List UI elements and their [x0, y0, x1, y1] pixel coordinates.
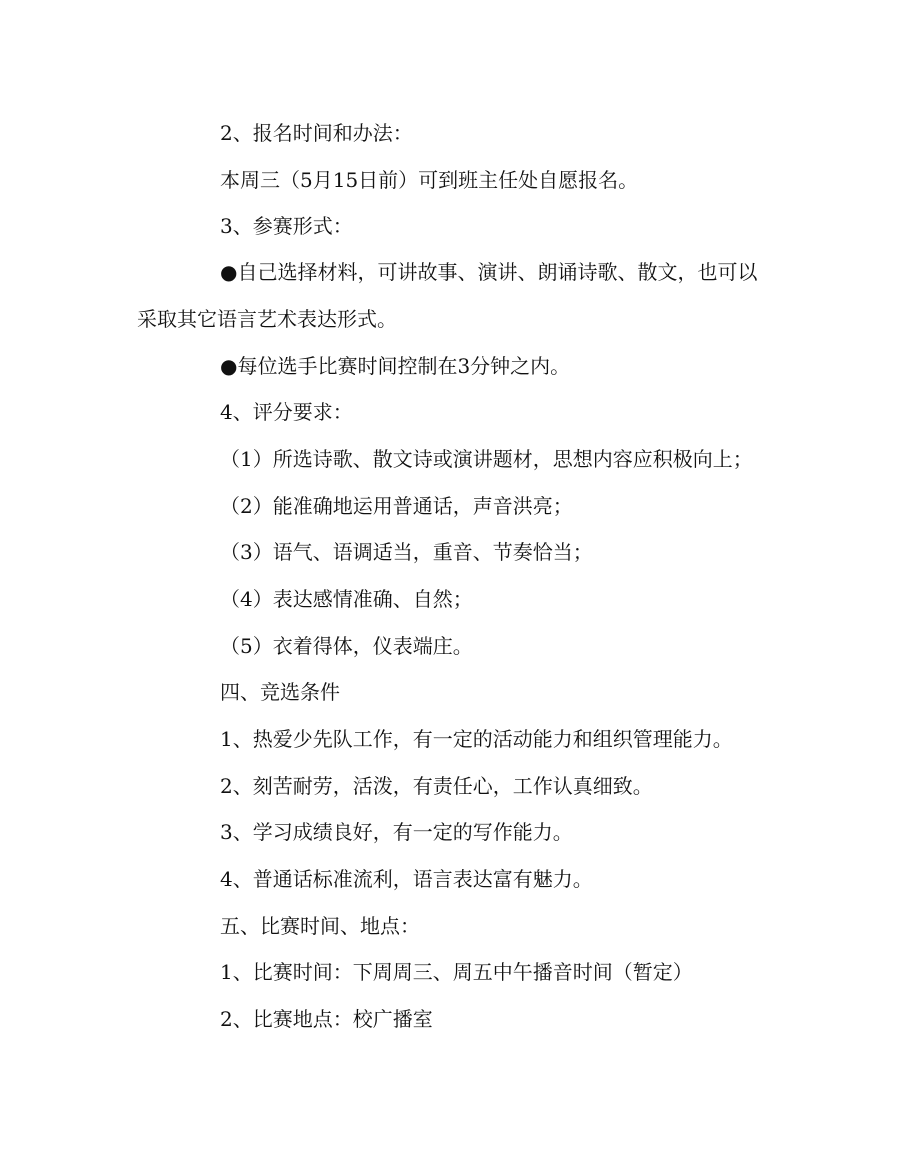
scoring-heading: 4、评分要求：: [220, 400, 353, 424]
scoring-item-1: （1）所选诗歌、散文诗或演讲题材，思想内容应积极向上；: [220, 447, 753, 471]
conditions-heading: 四、竞选条件: [220, 680, 340, 704]
scoring-item-3: （3）语气、语调适当，重音、节奏恰当；: [220, 540, 593, 564]
registration-text: 本周三（5月15日前）可到班主任处自愿报名。: [220, 168, 639, 192]
format-bullet-1-continued: 采取其它语言艺术表达形式。: [137, 307, 397, 331]
format-bullet-1: ●自己选择材料，可讲故事、演讲、朗诵诗歌、散文，也可以: [220, 260, 758, 284]
scoring-item-4: （4）表达感情准确、自然；: [220, 587, 473, 611]
scoring-item-2: （2）能准确地运用普通话，声音洪亮；: [220, 494, 573, 518]
format-heading: 3、参赛形式：: [220, 214, 353, 238]
competition-place: 2、比赛地点：校广播室: [220, 1007, 433, 1031]
condition-3: 3、学习成绩良好，有一定的写作能力。: [220, 820, 573, 844]
format-bullet-2: ●每位选手比赛时间控制在3分钟之内。: [220, 354, 571, 378]
condition-4: 4、普通话标准流利，语言表达富有魅力。: [220, 867, 593, 891]
condition-2: 2、刻苦耐劳，活泼，有责任心，工作认真细致。: [220, 774, 653, 798]
condition-1: 1、热爱少先队工作，有一定的活动能力和组织管理能力。: [220, 727, 733, 751]
scoring-item-5: （5）衣着得体，仪表端庄。: [220, 634, 473, 658]
competition-time: 1、比赛时间：下周周三、周五中午播音时间（暂定）: [220, 960, 693, 984]
registration-heading: 2、报名时间和办法：: [220, 121, 413, 145]
time-place-heading: 五、比赛时间、地点：: [220, 914, 420, 938]
